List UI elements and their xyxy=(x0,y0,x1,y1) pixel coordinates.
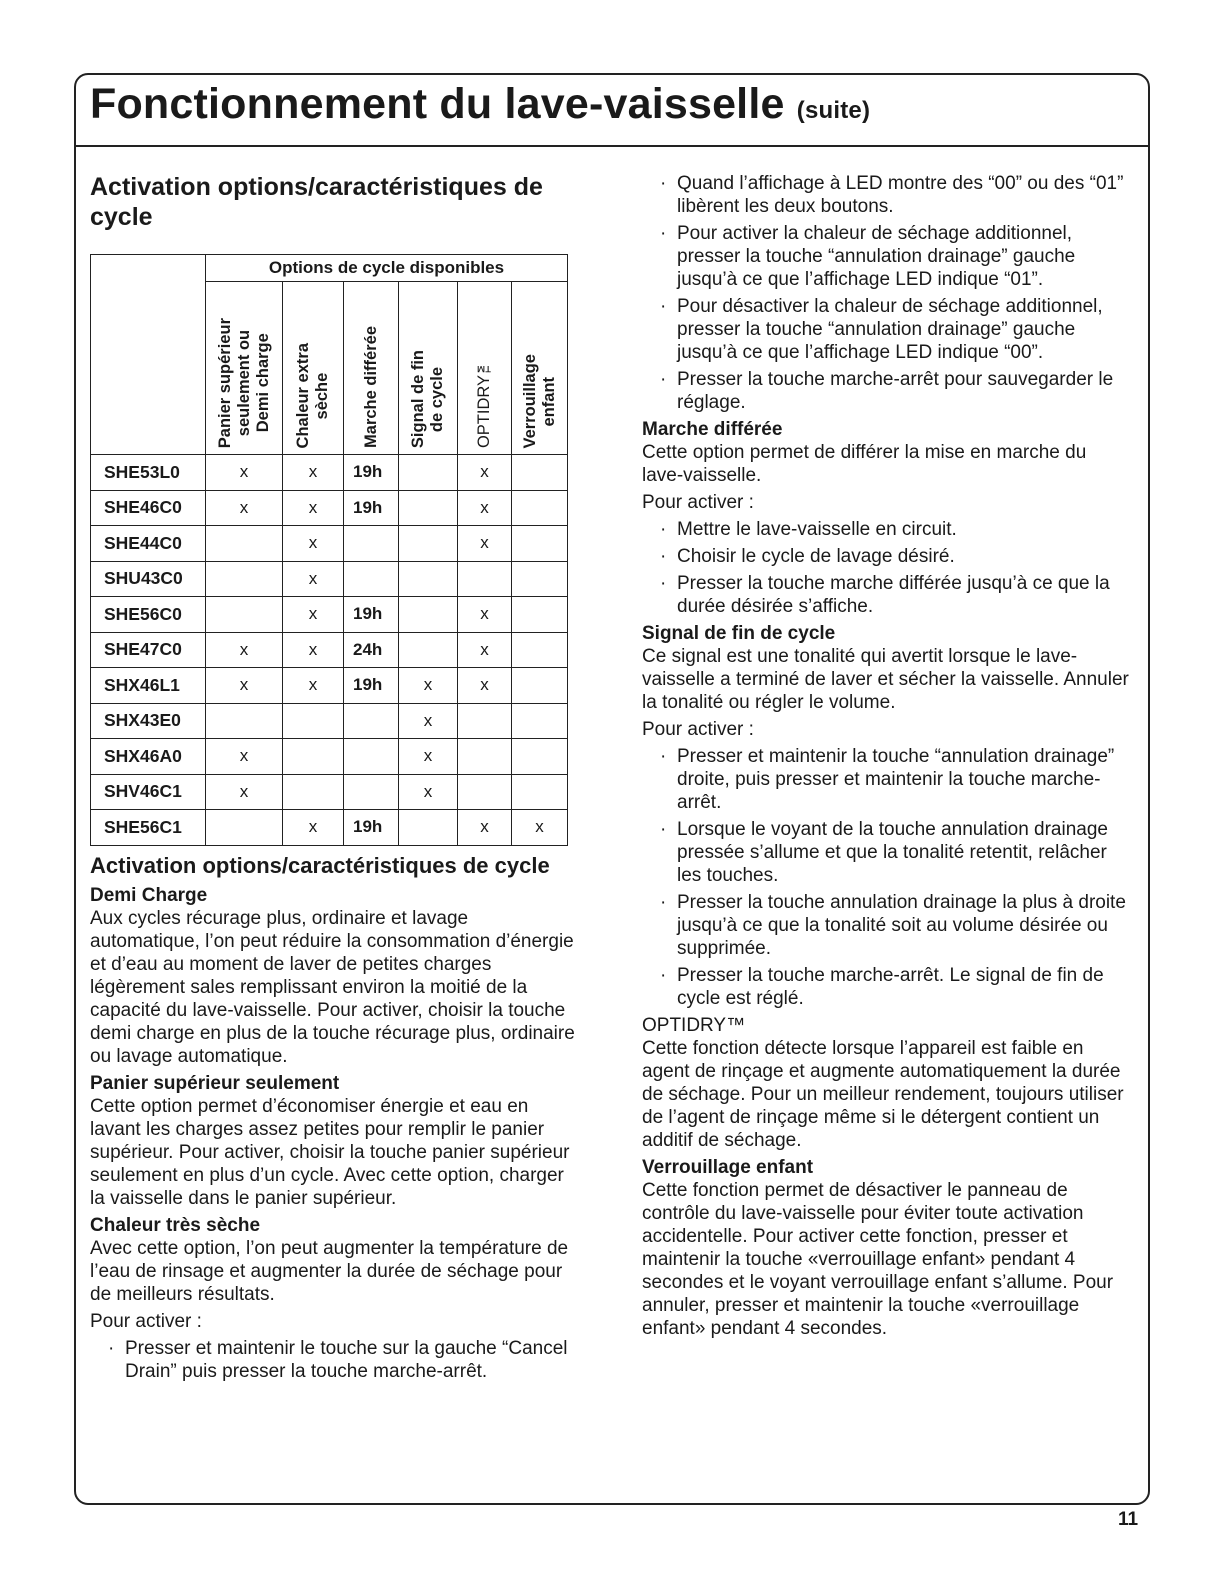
option-cell: 19h xyxy=(344,490,399,526)
option-cell: x xyxy=(458,810,512,846)
panier-text: Cette option permet d’économiser énergie et eau en lavant les charges assez petites pour remplir le panier supérieur. Pour activer, choisir la touche panier supérieur seulement en plus d’un cycle. Avec cette option, charger la vaisselle dans le panier supérieur. xyxy=(90,1096,570,1209)
model-cell: SHE47C0 xyxy=(91,632,206,668)
option-cell: x xyxy=(458,597,512,633)
marche-steps xyxy=(642,518,1132,618)
column-header-label: Marche différée xyxy=(361,326,380,448)
table-row xyxy=(91,739,568,775)
model-cell: SHE56C1 xyxy=(91,810,206,846)
column-header xyxy=(344,282,399,455)
option-cell: x xyxy=(283,455,344,491)
verrou-heading: Verrouillage enfant xyxy=(642,1157,814,1178)
table-row xyxy=(91,455,568,491)
column-header xyxy=(206,282,283,455)
option-cell: x xyxy=(399,774,458,810)
signal-activate-label: Pour activer : xyxy=(642,719,754,740)
option-cell xyxy=(283,739,344,775)
option-cell xyxy=(399,561,458,597)
list-item: · Presser et maintenir la touche “annulation drainage” droite, puis presser et maintenir la touche marche-arrêt. xyxy=(642,745,1132,814)
left-column xyxy=(90,852,580,1387)
options-table xyxy=(90,254,568,846)
option-cell xyxy=(458,703,512,739)
column-header-label: Panier supérieur seulement ou Demi charge xyxy=(215,317,272,448)
option-cell xyxy=(344,774,399,810)
option-cell xyxy=(458,774,512,810)
options-group-header: Options de cycle disponibles xyxy=(206,255,568,282)
option-cell xyxy=(512,490,568,526)
option-cell: 19h xyxy=(344,597,399,633)
option-cell xyxy=(512,561,568,597)
column-header xyxy=(458,282,512,455)
option-cell: x xyxy=(206,632,283,668)
marche-heading: Marche différée xyxy=(642,419,783,440)
chaleur-steps xyxy=(90,1337,580,1383)
option-cell: x xyxy=(283,561,344,597)
column-header-label: Verrouillage enfant xyxy=(520,353,558,448)
option-cell: x xyxy=(206,455,283,491)
option-cell xyxy=(206,810,283,846)
model-cell: SHX46A0 xyxy=(91,739,206,775)
list-item: · Presser et maintenir le touche sur la gauche “Cancel Drain” puis presser la touche marche-arrêt. xyxy=(90,1337,580,1383)
signal-text: Ce signal est une tonalité qui avertit lorsque le lave-vaisselle a terminé de laver et sécher la vaisselle. Annuler la tonalité ou régler le volume. xyxy=(642,646,1129,713)
option-cell xyxy=(344,561,399,597)
option-cell xyxy=(344,739,399,775)
option-cell xyxy=(512,526,568,562)
model-cell: SHE46C0 xyxy=(91,490,206,526)
option-cell: x xyxy=(206,774,283,810)
optidry-text: Cette fonction détecte lorsque l’appareil est faible en agent de rinçage et augmente automatiquement la durée de séchage. Pour un meilleur rendement, toujours utiliser de l’agent de rinçage même si le détergent contient un additif de séchage. xyxy=(642,1038,1124,1151)
option-cell: x xyxy=(458,632,512,668)
title-suffix: (suite) xyxy=(796,97,871,124)
option-cell xyxy=(512,455,568,491)
title-divider xyxy=(76,145,1148,147)
option-cell xyxy=(206,526,283,562)
option-cell: 24h xyxy=(344,632,399,668)
model-cell: SHE44C0 xyxy=(91,526,206,562)
model-cell: SHE56C0 xyxy=(91,597,206,633)
demi-charge-heading: Demi Charge xyxy=(90,885,208,906)
list-item: · Presser la touche marche-arrêt. Le signal de fin de cycle est réglé. xyxy=(642,964,1132,1010)
table-row xyxy=(91,703,568,739)
signal-steps xyxy=(642,745,1132,1010)
option-cell xyxy=(399,597,458,633)
section-title: Activation options/caractéristiques de cycle xyxy=(90,173,543,231)
option-cell xyxy=(512,632,568,668)
column-header xyxy=(512,282,568,455)
option-cell: x xyxy=(283,490,344,526)
option-cell: 19h xyxy=(344,810,399,846)
column-header xyxy=(283,282,344,455)
column-header-label: OPTIDRY™ xyxy=(475,356,493,448)
model-cell: SHE53L0 xyxy=(91,455,206,491)
table-row xyxy=(91,810,568,846)
table-row xyxy=(91,561,568,597)
options-subtitle: Activation options/caractéristiques de cycle xyxy=(90,853,550,878)
list-item: · Quand l’affichage à LED montre des “00” ou des “01” libèrent les deux boutons. xyxy=(642,172,1132,218)
option-cell: x xyxy=(283,632,344,668)
option-cell xyxy=(344,526,399,562)
marche-text: Cette option permet de différer la mise en marche du lave-vaisselle. xyxy=(642,442,1087,486)
option-cell: x xyxy=(206,490,283,526)
table-row xyxy=(91,490,568,526)
model-cell: SHV46C1 xyxy=(91,774,206,810)
option-cell xyxy=(512,597,568,633)
option-cell xyxy=(458,739,512,775)
model-cell: SHX46L1 xyxy=(91,668,206,704)
table-row xyxy=(91,597,568,633)
column-header-label: Chaleur extra sèche xyxy=(294,342,331,448)
chaleur-heading: Chaleur très sèche xyxy=(90,1215,261,1236)
page-title: Fonctionnement du lave-vaisselle (suite) xyxy=(90,80,871,128)
option-cell: x xyxy=(399,703,458,739)
option-cell: x xyxy=(458,490,512,526)
list-item: · Mettre le lave-vaisselle en circuit. xyxy=(642,518,1132,541)
option-cell xyxy=(206,703,283,739)
option-cell: 19h xyxy=(344,455,399,491)
panier-heading: Panier supérieur seulement xyxy=(90,1073,340,1094)
table-row xyxy=(91,774,568,810)
option-cell: 19h xyxy=(344,668,399,704)
option-cell: x xyxy=(206,739,283,775)
option-cell xyxy=(399,810,458,846)
table-row xyxy=(91,632,568,668)
column-header xyxy=(399,282,458,455)
list-item: · Presser la touche annulation drainage la plus à droite jusqu’à ce que la tonalité soit au volume désirée ou supprimée. xyxy=(642,891,1132,960)
option-cell: x xyxy=(283,597,344,633)
option-cell: x xyxy=(283,668,344,704)
option-cell xyxy=(206,597,283,633)
option-cell: x xyxy=(283,810,344,846)
option-cell: x xyxy=(458,526,512,562)
verrou-text: Cette fonction permet de désactiver le panneau de contrôle du lave-vaisselle pour éviter toute activation accidentelle. Pour activer cette fonction, presser et maintenir la touche «verrouillage enfant» pendant 4 secondes et le voyant verrouillage enfant s’allume. Pour annuler, presser et maintenir la touche «verrouillage enfant» pendant 4 secondes. xyxy=(642,1180,1114,1339)
list-item: · Pour désactiver la chaleur de séchage additionnel, presser la touche “annulation drainage” gauche jusqu’à ce que l’affichage LED indique “00”. xyxy=(642,295,1132,364)
option-cell xyxy=(512,668,568,704)
option-cell xyxy=(458,561,512,597)
page-number: 11 xyxy=(1118,1509,1139,1530)
option-cell: x xyxy=(458,455,512,491)
list-item: · Choisir le cycle de lavage désiré. xyxy=(642,545,1132,568)
column-header-label: Signal de fin de cycle xyxy=(409,349,446,448)
chaleur-steps-continued xyxy=(642,172,1132,414)
option-cell: x xyxy=(458,668,512,704)
option-cell: x xyxy=(512,810,568,846)
chaleur-activate-label: Pour activer : xyxy=(90,1311,202,1332)
list-item: · Lorsque le voyant de la touche annulation drainage pressée s’allume et que la tonalité retentit, relâcher les touches. xyxy=(642,818,1132,887)
option-cell xyxy=(512,703,568,739)
list-item: · Presser la touche marche différée jusqu’à ce que la durée désirée s’affiche. xyxy=(642,572,1132,618)
right-column xyxy=(642,172,1132,1344)
list-item: · Pour activer la chaleur de séchage additionnel, presser la touche “annulation drainage” gauche jusqu’à ce que l’affichage LED indique “01”. xyxy=(642,222,1132,291)
option-cell xyxy=(206,561,283,597)
option-cell xyxy=(344,703,399,739)
option-cell xyxy=(512,739,568,775)
option-cell xyxy=(399,632,458,668)
option-cell: x xyxy=(399,668,458,704)
option-cell xyxy=(399,455,458,491)
option-cell xyxy=(399,526,458,562)
demi-charge-text: Aux cycles récurage plus, ordinaire et lavage automatique, l’on peut réduire la consommation d’énergie et d’eau au moment de laver de petites charges légèrement sales remplissant environ la moitié de la capacité du lave-vaisselle. Pour activer, choisir la touche demi charge en plus de la touche récurage plus, ordinaire ou lavage automatique. xyxy=(90,908,575,1067)
option-cell xyxy=(512,774,568,810)
option-cell xyxy=(283,774,344,810)
option-cell: x xyxy=(399,739,458,775)
list-item: · Presser la touche marche-arrêt pour sauvegarder le réglage. xyxy=(642,368,1132,414)
option-cell: x xyxy=(206,668,283,704)
chaleur-text: Avec cette option, l’on peut augmenter la température de l’eau de rinsage et augmenter la durée de séchage pour de meilleurs résultats. xyxy=(90,1238,569,1305)
marche-activate-label: Pour activer : xyxy=(642,492,754,513)
model-cell: SHX43E0 xyxy=(91,703,206,739)
option-cell: x xyxy=(283,526,344,562)
option-cell xyxy=(283,703,344,739)
optidry-heading: OPTIDRY™ xyxy=(642,1015,746,1036)
table-row xyxy=(91,526,568,562)
table-row xyxy=(91,668,568,704)
table-corner xyxy=(91,255,206,455)
model-cell: SHU43C0 xyxy=(91,561,206,597)
signal-heading: Signal de fin de cycle xyxy=(642,623,836,644)
option-cell xyxy=(399,490,458,526)
